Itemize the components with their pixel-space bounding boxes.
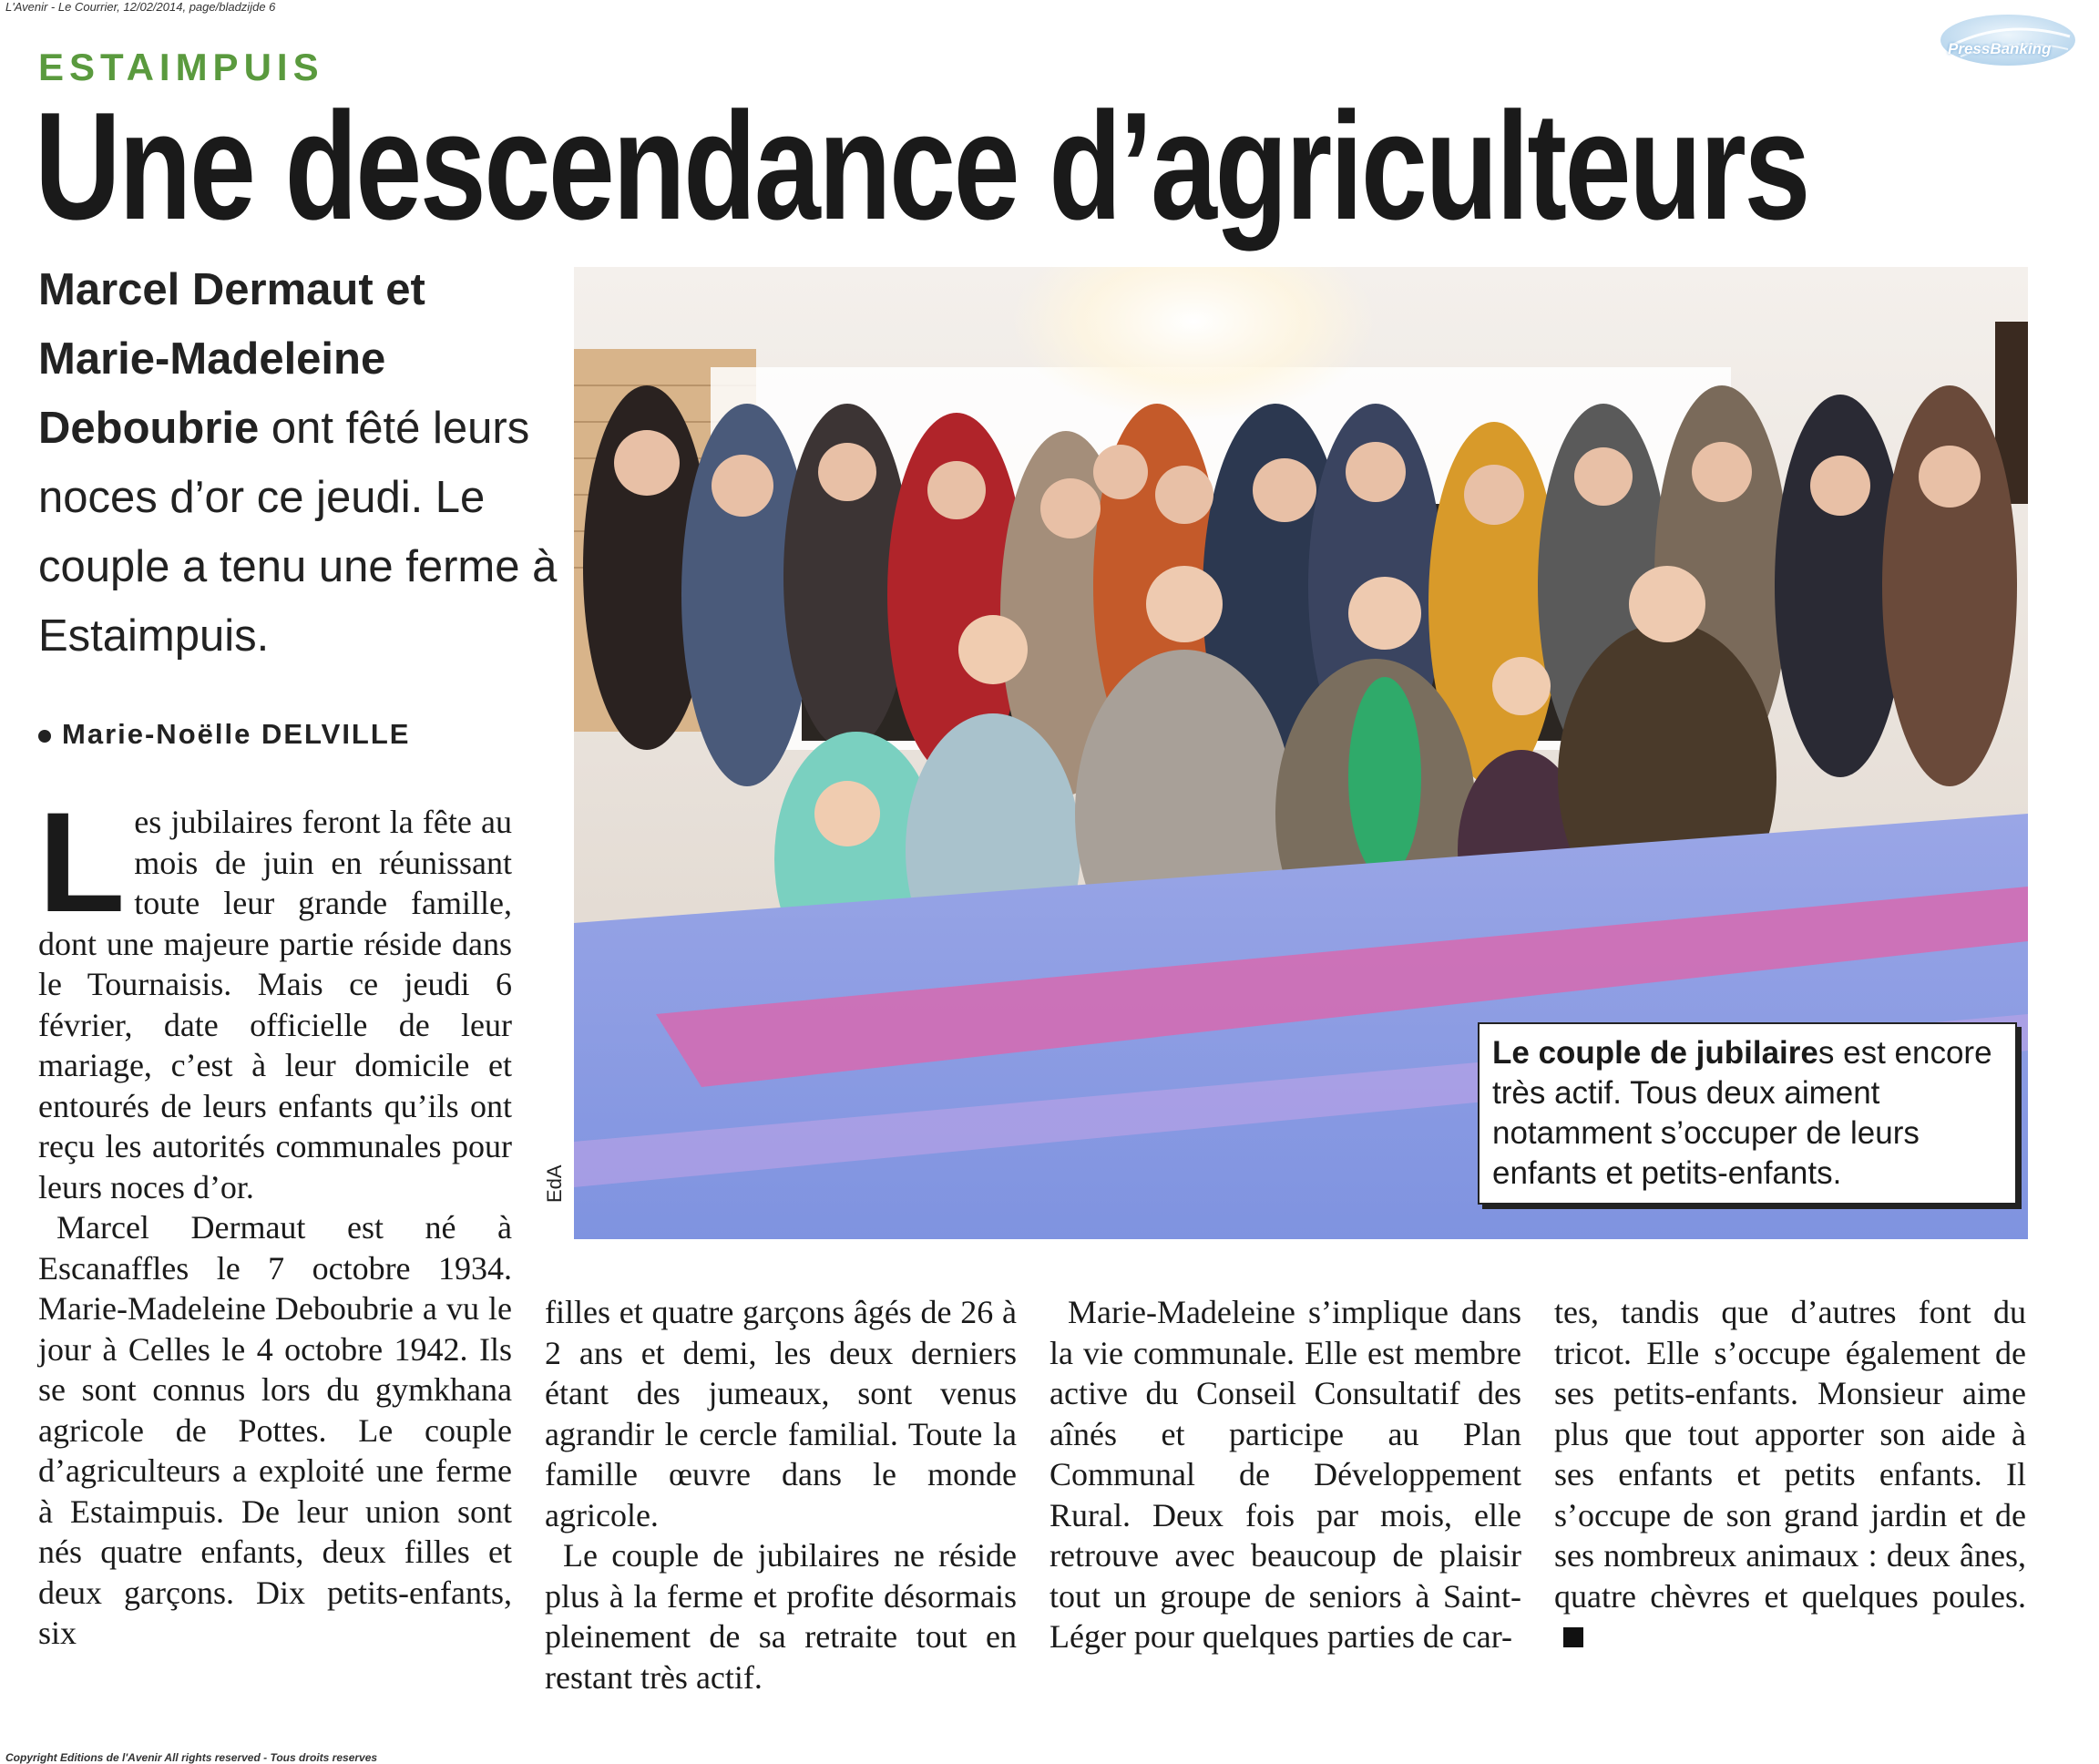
bullet-icon bbox=[38, 730, 51, 743]
caption-rest: s est encore très actif. Tous deux aiment notamment s’occuper de leurs enfants et petits-enfants. bbox=[1492, 1035, 1992, 1191]
pressbanking-logo bbox=[1924, 9, 2079, 73]
section-label: ESTAIMPUIS bbox=[38, 46, 324, 88]
col2-paragraph-1: filles et quatre garçons âgés de 26 à 2 ans et demi, les deux derniers étant des jumeaux, sont venus agrandir le cercle familial. Toute la famille œuvre dans le monde agricole. bbox=[545, 1294, 1017, 1533]
col2-paragraph-2: Le couple de jubilaires ne réside plus à la ferme et profite désormais pleinement de sa retraite tout en restant très actif. bbox=[545, 1537, 1017, 1696]
lead-bold: Marcel Dermaut et Marie-Madeleine Deboubrie bbox=[38, 265, 425, 453]
col4-paragraph-1: tes, tandis que d’autres font du tricot. Elle s’occupe également de ses petits-enfants. Monsieur aime plus que tout apporter son aide à ses enfants et petits enfants. Il s’occupe de son grand jardin et de ses nombreux animaux : deux ânes, quatre chèvres et quelques poules. bbox=[1554, 1294, 2026, 1615]
col1-paragraph-2: Marcel Dermaut est né à Escanaffles le 7 octobre 1934. Marie-Madeleine Deboubrie a vu le jour à Celles le 4 octobre 1942. Ils se sont connus lors du gymkhana agricole de Pottes. Le couple d’agriculteurs a exploité une ferme à Estaimpuis. De leur union sont nés quatre enfants, deux filles et deux garçons. Dix petits-enfants, six bbox=[38, 1209, 512, 1651]
photo-credit: EdA bbox=[543, 1164, 566, 1203]
article-column-2 bbox=[545, 1292, 1017, 1697]
article-column-3 bbox=[1050, 1292, 1521, 1657]
photo-caption bbox=[1478, 1022, 2017, 1205]
byline bbox=[38, 718, 411, 751]
lead-paragraph bbox=[38, 255, 567, 671]
byline-author: Marie-Noëlle DELVILLE bbox=[62, 718, 411, 750]
lead-rest: ont fêté leurs noces d’or ce jeudi. Le couple a tenu une ferme à Estaimpuis. bbox=[38, 404, 558, 661]
headline: Une descendance d’agriculteurs bbox=[35, 80, 1809, 251]
col1-paragraph-1: es jubilaires feront la fête au mois de juin en réunissant toute leur grande famille, dont une majeure partie réside dans le Tournaisis. Mais ce jeudi 6 février, date officielle de leur mariage, c’est à leur domicile et entourés de leurs enfants qu’ils ont reçu les autorités communales pour leurs noces d’or. bbox=[38, 804, 512, 1205]
caption-bold: Le couple de jubilaire bbox=[1492, 1035, 1818, 1071]
source-line: L'Avenir - Le Courrier, 12/02/2014, page/bladzijde 6 bbox=[5, 0, 276, 14]
article-column-4 bbox=[1554, 1292, 2026, 1657]
logo-text: PressBanking bbox=[1948, 40, 2052, 57]
end-mark-icon bbox=[1563, 1627, 1583, 1647]
copyright-line: Copyright Editions de l'Avenir All rights reserved - Tous droits reserves bbox=[5, 1751, 378, 1764]
article-column-1 bbox=[38, 784, 512, 1654]
dropcap: L bbox=[38, 784, 126, 942]
col3-paragraph-1: Marie-Madeleine s’implique dans la vie communale. Elle est membre active du Conseil Consultatif des aînés et participe au Plan Communal de Développement Rural. Deux fois par mois, elle retrouve avec beaucoup de plaisir tout un groupe de seniors à Saint-Léger pour quelques parties de car- bbox=[1050, 1294, 1521, 1655]
